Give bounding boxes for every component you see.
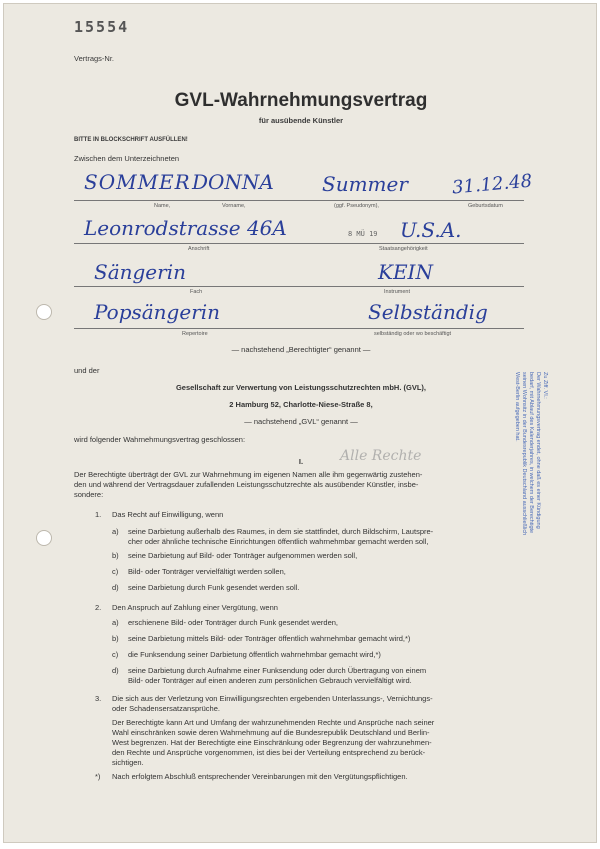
employment-label: selbständig oder wo beschäftigt: [374, 331, 452, 337]
birthdate-label: Geburtsdatum: [468, 203, 503, 209]
item-line: Wahl einschränken sowie deren Wahrnehmung auf die Bundesrepublik Deutschland und Berlin-: [112, 728, 430, 737]
vorname-label: Vorname,: [222, 203, 246, 209]
name-label: Name,: [154, 203, 171, 209]
item-letter: a): [112, 527, 119, 536]
item2-c: die Funksendung seiner Darbietung öffentlich wahrnehmbar gemacht wird,*): [128, 650, 381, 659]
intro-text: Zwischen dem Unterzeichneten: [74, 154, 180, 163]
item1-title: Das Recht auf Einwilligung, wenn: [112, 510, 224, 519]
contract-number-label: Vertrags-Nr.: [74, 54, 115, 63]
address-stamp: 8 MÜ 19: [348, 230, 378, 238]
address-label: Anschrift: [188, 246, 210, 252]
address-field[interactable]: Leonrodstrasse 46A: [84, 216, 287, 240]
field-underline: [74, 328, 524, 329]
item-line: den Rechte und Ansprüche vorgenommen, ist dies bei der Verteilung entsprechend zu berück-: [112, 748, 426, 757]
employment-field[interactable]: Selbständig: [368, 300, 488, 324]
intro-paragraph: [74, 470, 514, 500]
side-stamp: [504, 372, 548, 592]
gvl-address: 2 Hamburg 52, Charlotte-Niese-Straße 8,: [229, 400, 373, 409]
paragraph-line: sondere:: [74, 490, 104, 499]
item-line: sichtigen.: [112, 758, 144, 767]
item-line: West begrenzen. Hat der Berechtigte eine Einschränkung oder Begrenzung der wahrzunehmen-: [112, 738, 432, 747]
item1-b: seine Darbietung auf Bild- oder Tonträger aufgenommen werden soll,: [128, 551, 358, 560]
berechtigter-text: — nachstehend „Berechtigter“ genannt —: [231, 345, 371, 354]
paragraph-line: Der Berechtigte überträgt der GVL zur Wahrnehmung im eigenen Namen alle ihm gegenwärtig zustehen-: [74, 470, 423, 479]
item-line: Der Berechtigte kann Art und Umfang der wahrzunehmenden Rechte und Ansprüche nach seiner: [112, 718, 435, 727]
instruction-text: BITTE IN BLOCKSCHRIFT AUSFÜLLEN!: [74, 137, 188, 143]
item-letter: c): [112, 650, 119, 659]
field-underline: [74, 286, 524, 287]
side-stamp-line: West-Berlin aufgegeben hat.: [514, 372, 520, 442]
birthdate-field[interactable]: 31.12.48: [451, 170, 533, 199]
punch-hole: [36, 304, 52, 320]
profession-field[interactable]: Sängerin: [94, 260, 186, 284]
item1-c: Bild- oder Tonträger vervielfältigt werden sollen,: [128, 567, 286, 576]
section-heading: I.: [298, 457, 304, 466]
item-number: 1.: [95, 510, 102, 519]
name-field[interactable]: SOMMER: [84, 170, 191, 194]
instrument-label: Instrument: [384, 289, 410, 295]
field-underline: [74, 200, 524, 201]
nationality-field[interactable]: U.S.A.: [400, 218, 462, 242]
item-letter: a): [112, 618, 119, 627]
profession-label: Fach: [190, 289, 203, 295]
item-number: 3.: [95, 694, 102, 703]
item-line: oder Schadensersatzansprüche.: [112, 704, 220, 713]
item2-title: Den Anspruch auf Zahlung einer Vergütung, wenn: [112, 603, 278, 612]
punch-hole: [36, 530, 52, 546]
gvl-name: Gesellschaft zur Verwertung von Leistungsschutzrechten mbH. (GVL),: [175, 383, 427, 392]
repertoire-field[interactable]: Popsängerin: [94, 300, 221, 324]
repertoire-label: Repertoire: [182, 331, 208, 337]
document-subtitle: für ausübende Künstler: [258, 116, 344, 125]
item2-b: seine Darbietung mittels Bild- oder Tonträger öffentlich wahrnehmbar gemacht wird,*): [128, 634, 411, 643]
paragraph-line: den und während der Vertragsdauer zufallenden Leistungsschutzrechte als ausübender Künstler, insbe-: [74, 480, 419, 489]
item-number: 2.: [95, 603, 102, 612]
item-letter: c): [112, 567, 119, 576]
vorname-field[interactable]: DONNA: [192, 170, 274, 194]
item2-a: erschienene Bild- oder Tonträger durch Funk gesendet werden,: [128, 618, 338, 627]
item1-a: [128, 527, 518, 547]
item-letter: d): [112, 583, 119, 592]
item-line: Die sich aus der Verletzung von Einwilligungsrechten ergebenden Unterlassungs-, Vernichtungs-: [112, 694, 433, 703]
side-stamp-line: Zu Ziff. VI.:: [542, 372, 548, 399]
item-letter: b): [112, 634, 119, 643]
item3-text: [112, 694, 522, 714]
und-der-text: und der: [74, 366, 100, 375]
gvl-genannt-text: — nachstehend „GVL“ genannt —: [244, 417, 358, 426]
margin-note: Alle Rechte: [340, 448, 422, 464]
item1-d: seine Darbietung durch Funk gesendet werden soll.: [128, 583, 300, 592]
item-line: Bild- oder Tonträger auf einen anderen zum persönlichen Gebrauch vervielfältigt wird.: [128, 676, 412, 685]
item-line: seine Darbietung außerhalb des Raumes, in dem sie stattfindet, durch Bildschirm, Lautspre-: [128, 527, 434, 536]
nationality-label: Staatsangehörigkeit: [379, 246, 428, 252]
instrument-field[interactable]: KEIN: [378, 260, 433, 284]
item-letter: d): [112, 666, 119, 675]
item2-d: [128, 666, 518, 686]
contract-page: [3, 3, 597, 843]
item-letter: b): [112, 551, 119, 560]
footnote-mark: *): [95, 772, 101, 781]
document-title: GVL-Wahrnehmungsvertrag: [174, 90, 428, 111]
pseudonym-label: (ggf. Pseudonym),: [334, 203, 379, 209]
contract-number: 15554: [74, 18, 130, 36]
geschlossen-text: wird folgender Wahrnehmungsvertrag geschlossen:: [74, 435, 246, 444]
side-stamp-line: Der Wahrnehmungsvertrag endet, ohne daß es einer Kündigung: [535, 372, 541, 529]
item-line: seine Darbietung durch Aufnahme einer Funksendung oder durch Übertragung von einem: [128, 666, 427, 675]
field-underline: [74, 243, 524, 244]
pseudonym-field[interactable]: Summer: [322, 172, 408, 196]
item-line: cher oder ähnliche technische Einrichtungen öffentlich wahrnehmbar gemacht werden soll,: [128, 537, 429, 546]
footnote-text: Nach erfolgtem Abschluß entsprechender Vereinbarungen mit den Vergütungspflichtigen.: [112, 772, 408, 781]
side-stamp-line: seinen Wohnsitz in der Bundesrepublik Deutschland ausschließlich: [521, 372, 527, 536]
item3-paragraph: [112, 718, 522, 768]
side-stamp-line: bedarf, mit Ablauf des Kalenderjahres, in welchem der Berechtigte: [528, 372, 534, 534]
